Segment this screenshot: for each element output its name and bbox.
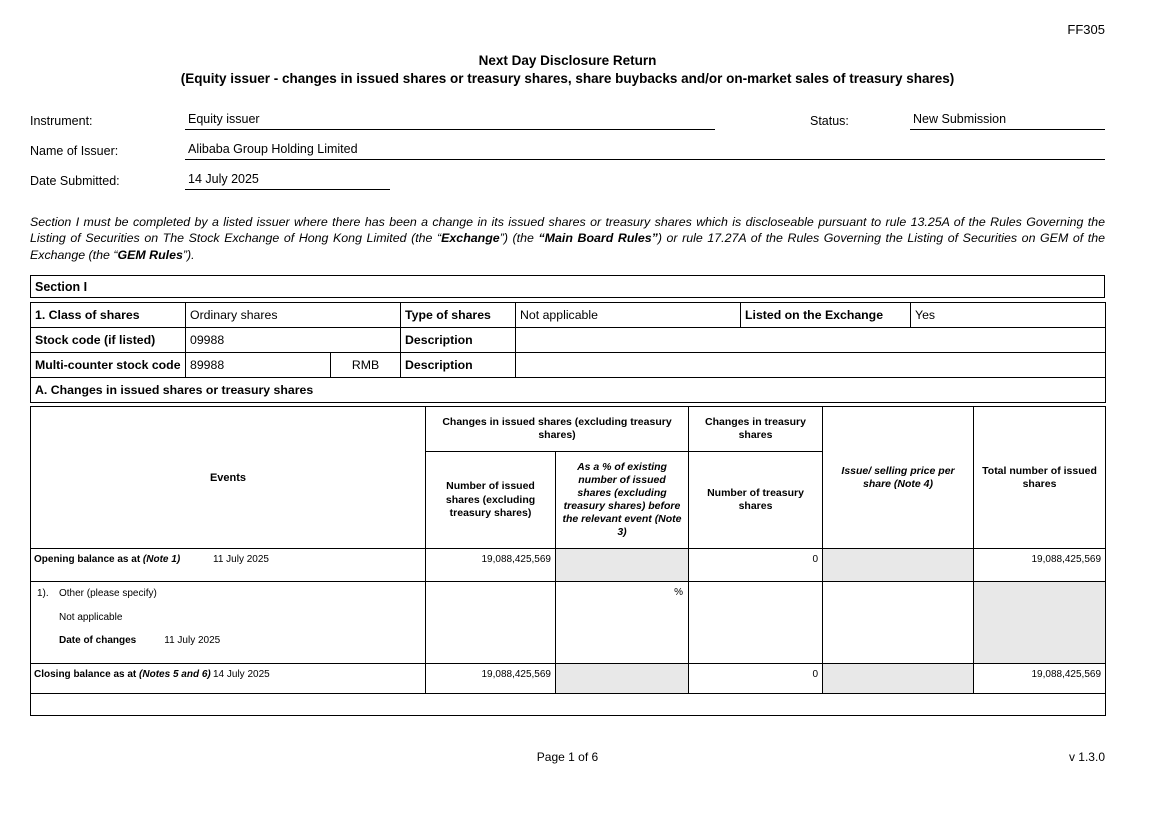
events-header: Events — [31, 407, 426, 549]
section-a-row — [31, 378, 1106, 403]
closing-num-issued: 19,088,425,569 — [426, 664, 556, 694]
instrument-value: Equity issuer — [185, 112, 715, 130]
multi-counter-currency: RMB — [331, 353, 401, 378]
empty-cell — [31, 694, 1106, 716]
event-index: 1). — [37, 588, 49, 600]
intro-segment: ”) (the — [499, 231, 539, 246]
form-code: FF305 — [1067, 22, 1105, 37]
stock-code-row — [31, 328, 1106, 353]
form-title: Next Day Disclosure Return — [478, 53, 657, 68]
percent-existing-header: As a % of existing number of issued shares (excluding treasury shares) before the relevant event (Note 3) — [556, 452, 689, 549]
closing-balance-label: Closing balance as at — [34, 669, 140, 681]
status-label: Status: — [810, 114, 849, 128]
closing-balance-date: 14 July 2025 — [213, 669, 270, 681]
date-submitted-label: Date Submitted: — [30, 174, 120, 188]
price-per-share-header: Issue/ selling price per share (Note 4) — [823, 407, 974, 549]
opening-percent-cell-shaded — [556, 549, 689, 582]
num-issued-shares-header: Number of issued shares (excluding treasury shares) — [426, 452, 556, 549]
opening-num-issued: 19,088,425,569 — [426, 549, 556, 582]
date-submitted-row — [30, 170, 1105, 190]
opening-total: 19,088,425,569 — [974, 549, 1106, 582]
section1-title: Section I — [31, 276, 1105, 298]
closing-balance-note: (Notes 5 and 6) — [139, 669, 211, 681]
event-percent-cell — [556, 582, 689, 664]
changes-table — [30, 406, 1106, 716]
multi-counter-row — [31, 353, 1106, 378]
class-of-shares-value: Ordinary shares — [186, 303, 401, 328]
event-row — [31, 582, 1106, 664]
date-of-changes-value: 11 July 2025 — [164, 635, 221, 647]
event-price-cell — [823, 582, 974, 664]
opening-num-treasury: 0 — [689, 549, 823, 582]
intro-segment-bold: “Main Board Rules” — [538, 231, 658, 246]
issuer-name-value: Alibaba Group Holding Limited — [185, 142, 1105, 160]
description-value — [516, 328, 1106, 353]
closing-price-cell-shaded — [823, 664, 974, 694]
event-total-cell-shaded — [974, 582, 1106, 664]
date-of-changes-label: Date of changes — [59, 635, 137, 647]
event-detail: Not applicable — [59, 612, 123, 624]
multi-counter-value: 89988 — [186, 353, 331, 378]
description2-value — [516, 353, 1106, 378]
description2-label: Description — [401, 353, 516, 378]
multi-counter-label: Multi-counter stock code — [31, 353, 186, 378]
event-description-cell — [31, 582, 426, 664]
instrument-label: Instrument: — [30, 114, 93, 128]
class-of-shares-label: 1. Class of shares — [31, 303, 186, 328]
section-a-title: A. Changes in issued shares or treasury shares — [31, 378, 1106, 403]
event-label: Other (please specify) — [59, 588, 157, 600]
intro-segment-bold: Exchange — [441, 231, 500, 246]
status-value: New Submission — [910, 112, 1105, 130]
form-subtitle: (Equity issuer - changes in issued shares or treasury shares, share buybacks and/or on-market sales of treasury shares) — [180, 71, 955, 86]
percent-sign: % — [674, 587, 684, 599]
footer — [30, 750, 1105, 764]
class-of-shares-row — [31, 303, 1106, 328]
section1-header-table — [30, 275, 1105, 298]
opening-balance-label: Opening balance as at — [34, 554, 143, 566]
opening-balance-cell — [31, 549, 426, 582]
closing-balance-cell — [31, 664, 426, 694]
intro-segment: Section I must be completed by a listed issuer where there has been a change in its issued shares or treasury shares which is discloseable pursuant to rule 13.25A of the Rules Governing the Listing of Securities on The Stock Exchange of Hong Kong Limited (the “ — [30, 215, 1105, 246]
description-label: Description — [401, 328, 516, 353]
opening-price-cell-shaded — [823, 549, 974, 582]
total-issued-shares-header: Total number of issued shares — [974, 407, 1106, 549]
opening-balance-date: 11 July 2025 — [213, 554, 269, 566]
intro-paragraph — [30, 214, 1105, 263]
issuer-name-label: Name of Issuer: — [30, 144, 119, 158]
closing-percent-cell-shaded — [556, 664, 689, 694]
issuer-row — [30, 140, 1105, 160]
stock-code-value: 09988 — [186, 328, 401, 353]
stock-code-label: Stock code (if listed) — [31, 328, 186, 353]
type-of-shares-label: Type of shares — [401, 303, 516, 328]
opening-balance-note: (Note 1) — [142, 554, 181, 566]
intro-segment: ) or rule 17.27A of the Rules Governing the Listing of Securities on GEM of the Exchange (the “ — [30, 231, 1105, 262]
intro-segment: ”). — [182, 247, 195, 262]
instrument-row — [30, 110, 1105, 130]
closing-num-treasury: 0 — [689, 664, 823, 694]
type-of-shares-value: Not applicable — [516, 303, 741, 328]
section1-info-table — [30, 302, 1106, 403]
version-number: v 1.3.0 — [1068, 750, 1105, 764]
page-number: Page 1 of 6 — [536, 750, 599, 764]
issued-shares-group-header: Changes in issued shares (excluding treasury shares) — [426, 407, 689, 452]
event-num-treasury-cell — [689, 582, 823, 664]
closing-total: 19,088,425,569 — [974, 664, 1106, 694]
listed-on-exchange-value: Yes — [911, 303, 1106, 328]
num-treasury-shares-header: Number of treasury shares — [689, 452, 823, 549]
event-num-issued-cell — [426, 582, 556, 664]
date-submitted-value: 14 July 2025 — [185, 172, 390, 190]
listed-on-exchange-label: Listed on the Exchange — [741, 303, 911, 328]
meta-section — [30, 110, 1105, 190]
changes-header-group-row — [31, 407, 1106, 452]
closing-balance-row — [31, 664, 1106, 694]
empty-row — [31, 694, 1106, 716]
opening-balance-row — [31, 549, 1106, 582]
intro-segment-bold: GEM Rules — [117, 247, 183, 262]
treasury-shares-group-header: Changes in treasury shares — [689, 407, 823, 452]
